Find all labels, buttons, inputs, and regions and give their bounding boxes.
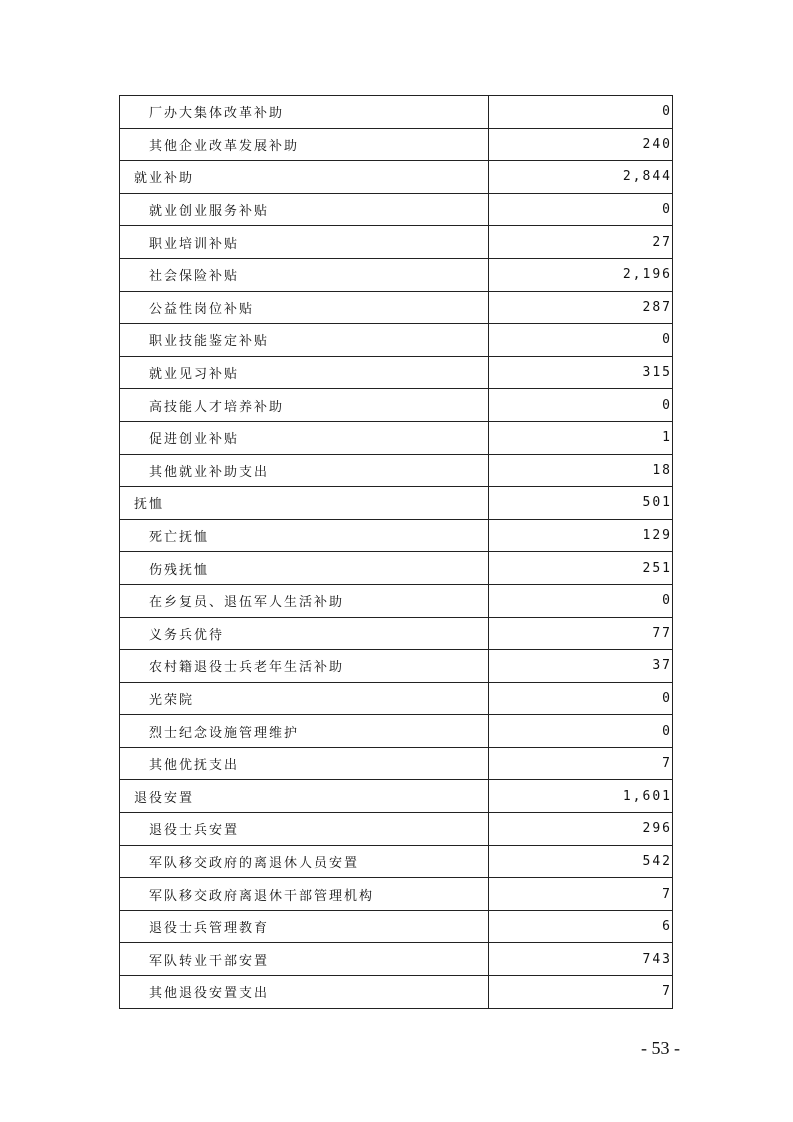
table-row [120,584,673,617]
table-row [120,617,673,650]
item-name-cell: 其他就业补助支出 [120,454,489,487]
table-row [120,421,673,454]
category-name-cell: 抚恤 [120,487,489,520]
table-row [120,519,673,552]
item-name-cell: 就业见习补贴 [120,356,489,389]
amount-cell: 240 [489,128,673,161]
table-row [120,650,673,683]
item-name-cell: 军队转业干部安置 [120,943,489,976]
item-name-cell: 军队移交政府离退休干部管理机构 [120,878,489,911]
item-name-cell: 公益性岗位补贴 [120,291,489,324]
amount-cell: 1 [489,421,673,454]
item-name-cell: 促进创业补贴 [120,421,489,454]
item-name-cell: 军队移交政府的离退休人员安置 [120,845,489,878]
amount-cell: 251 [489,552,673,585]
amount-cell: 0 [489,715,673,748]
page-number: - 53 - [641,1038,680,1058]
table-row [120,910,673,943]
item-name-cell: 厂办大集体改革补助 [120,96,489,129]
amount-cell: 6 [489,910,673,943]
amount-cell: 18 [489,454,673,487]
table-row [120,96,673,129]
amount-cell: 0 [489,584,673,617]
amount-cell: 0 [489,389,673,422]
item-name-cell: 伤残抚恤 [120,552,489,585]
item-name-cell: 在乡复员、退伍军人生活补助 [120,584,489,617]
item-name-cell: 就业创业服务补贴 [120,193,489,226]
table-row [120,324,673,357]
item-name-cell: 其他优抚支出 [120,747,489,780]
table-row [120,356,673,389]
table-row [120,943,673,976]
amount-cell: 542 [489,845,673,878]
table-row [120,813,673,846]
amount-cell: 37 [489,650,673,683]
table-row [120,976,673,1009]
amount-cell: 2,844 [489,161,673,194]
item-name-cell: 其他退役安置支出 [120,976,489,1009]
amount-cell: 296 [489,813,673,846]
amount-cell: 77 [489,617,673,650]
item-name-cell: 退役士兵管理教育 [120,910,489,943]
amount-cell: 501 [489,487,673,520]
table-row [120,487,673,520]
item-name-cell: 农村籍退役士兵老年生活补助 [120,650,489,683]
table-row [120,747,673,780]
amount-cell: 129 [489,519,673,552]
item-name-cell: 社会保险补贴 [120,258,489,291]
table-row [120,291,673,324]
amount-cell: 27 [489,226,673,259]
table-row [120,878,673,911]
table-row [120,389,673,422]
item-name-cell: 职业培训补贴 [120,226,489,259]
amount-cell: 2,196 [489,258,673,291]
table-row [120,161,673,194]
amount-cell: 0 [489,324,673,357]
item-name-cell: 退役士兵安置 [120,813,489,846]
table-row [120,682,673,715]
amount-cell: 7 [489,747,673,780]
category-name-cell: 退役安置 [120,780,489,813]
amount-cell: 743 [489,943,673,976]
table-body [120,96,673,1009]
table-row [120,454,673,487]
table-row [120,780,673,813]
amount-cell: 1,601 [489,780,673,813]
table-row [120,715,673,748]
table-row [120,845,673,878]
item-name-cell: 烈士纪念设施管理维护 [120,715,489,748]
amount-cell: 287 [489,291,673,324]
amount-cell: 0 [489,682,673,715]
table-row [120,552,673,585]
amount-cell: 7 [489,976,673,1009]
table-row [120,226,673,259]
table-row [120,128,673,161]
item-name-cell: 高技能人才培养补助 [120,389,489,422]
item-name-cell: 职业技能鉴定补贴 [120,324,489,357]
budget-table [119,95,673,1009]
item-name-cell: 光荣院 [120,682,489,715]
amount-cell: 0 [489,193,673,226]
table-row [120,258,673,291]
amount-cell: 315 [489,356,673,389]
item-name-cell: 义务兵优待 [120,617,489,650]
amount-cell: 0 [489,96,673,129]
item-name-cell: 其他企业改革发展补助 [120,128,489,161]
table-row [120,193,673,226]
amount-cell: 7 [489,878,673,911]
category-name-cell: 就业补助 [120,161,489,194]
item-name-cell: 死亡抚恤 [120,519,489,552]
